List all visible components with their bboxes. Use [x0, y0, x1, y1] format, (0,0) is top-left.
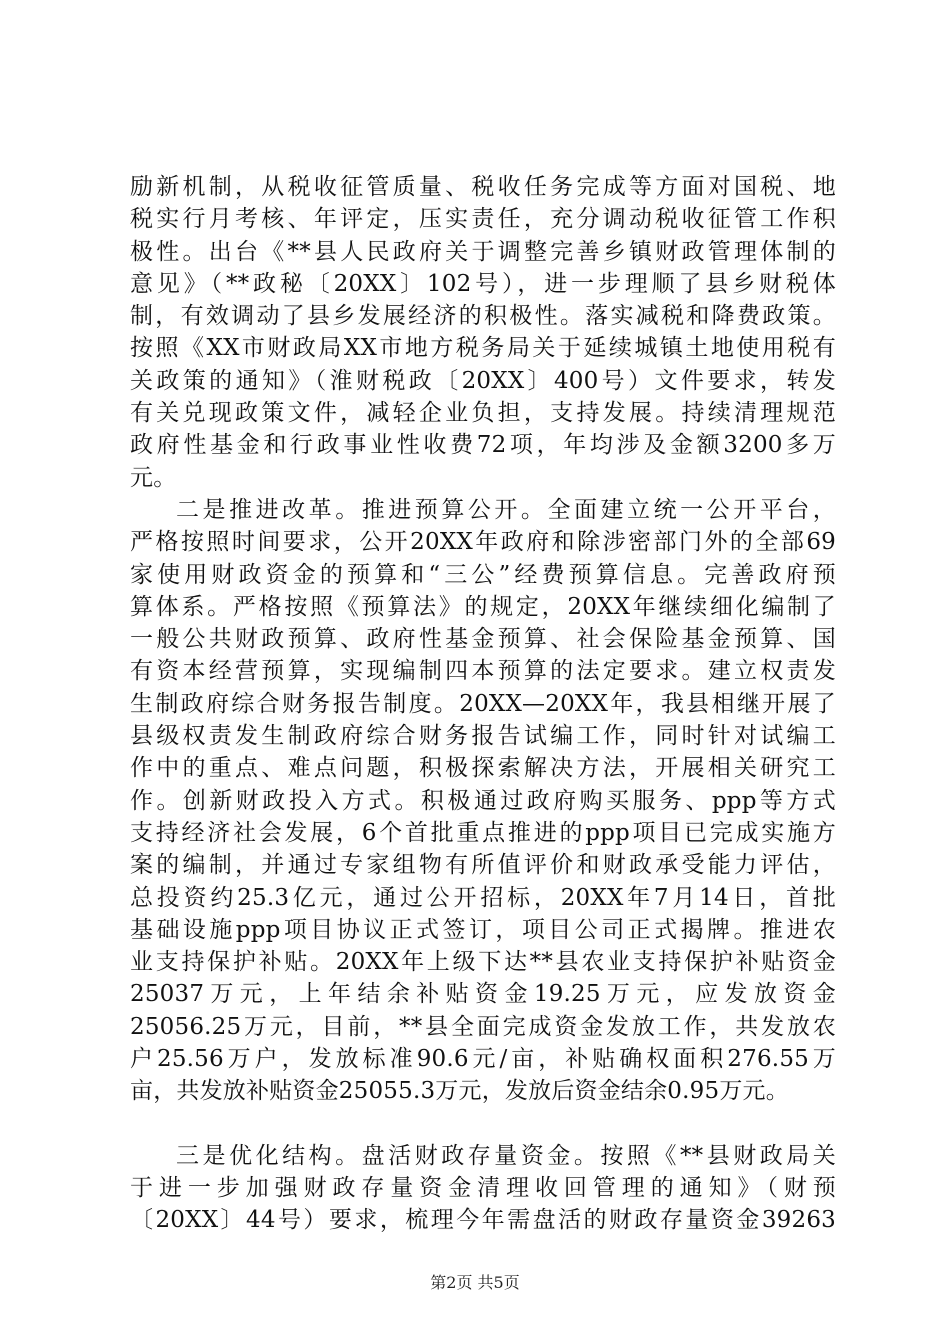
paragraph-optimize-structure [130, 1140, 836, 1237]
text-line: 25037万元，上年结余补贴资金19.25万元，应发放资金 [130, 981, 836, 1008]
text-line: 励新机制，从税收征管质量、税收任务完成等方面对国税、地 [130, 174, 836, 200]
text-line: 支持经济社会发展，6个首批重点推进的ppp项目已完成实施方 [130, 819, 836, 846]
text-line: 基础设施ppp项目协议正式签订，项目公司正式揭牌。推进农 [130, 916, 836, 943]
document-body [130, 171, 836, 1237]
text-line: 有资本经营预算，实现编制四本预算的法定要求。建立权责发 [130, 658, 836, 685]
paragraph-promote-reform [130, 494, 836, 1108]
text-line: 政府性基金和行政事业性收费72项，年均涉及金额3200多万 [130, 432, 836, 459]
text-line: 意见》（**政秘〔20XX〕102号），进一步理顺了县乡财税体 [130, 270, 836, 297]
text-line: 家使用财政资金的预算和“三公”经费预算信息。完善政府预 [130, 561, 836, 588]
text-line: 有关兑现政策文件，减轻企业负担，支持发展。持续清理规范 [130, 400, 836, 427]
text-line: 案的编制，并通过专家组物有所值评价和财政承受能力评估， [130, 852, 836, 879]
text-line: 总投资约25.3亿元，通过公开招标，20XX年7月14日，首批 [130, 884, 836, 911]
text-line: 生制政府综合财务报告制度。20XX—20XX年，我县相继开展了 [130, 690, 836, 717]
text-line: 县级权责发生制政府综合财务报告试编工作，同时针对试编工 [130, 723, 836, 750]
text-line: 按照《XX市财政局XX市地方税务局关于延续城镇土地使用税有 [130, 335, 836, 362]
text-line: 关政策的通知》（淮财税政〔20XX〕400号）文件要求，转发 [130, 367, 836, 394]
text-line: 〔20XX〕44号）要求，梳理今年需盘活的财政存量资金39263 [130, 1207, 836, 1234]
text-line: 25056.25万元，目前，**县全面完成资金发放工作，共发放农 [130, 1013, 836, 1040]
paragraph-tax-incentives [130, 171, 836, 494]
text-line: 制，有效调动了县乡发展经济的积极性。落实减税和降费政策。 [130, 303, 836, 330]
text-line: 税实行月考核、年评定，压实责任，充分调动税收征管工作积 [130, 206, 836, 233]
text-line: 亩，共发放补贴资金25055.3万元，发放后资金结余0.95万元。 [130, 1078, 789, 1105]
text-line: 作中的重点、难点问题，积极探索解决方法，开展相关研究工 [130, 755, 836, 782]
text-line: 严格按照时间要求，公开20XX年政府和除涉密部门外的全部69 [130, 529, 836, 556]
text-line: 作。创新财政投入方式。积极通过政府购买服务、ppp等方式 [130, 787, 836, 814]
text-line: 极性。出台《**县人民政府关于调整完善乡镇财政管理体制的 [130, 238, 836, 265]
text-line: 户25.56万户，发放标准90.6元/亩，补贴确权面积276.55万 [130, 1046, 836, 1073]
text-line: 业支持保护补贴。20XX年上级下达**县农业支持保护补贴资金 [130, 949, 836, 976]
page-number-footer: 第2页 共5页 [430, 1273, 520, 1292]
text-line: 算体系。严格按照《预算法》的规定，20XX年继续细化编制了 [130, 593, 836, 620]
text-line: 二是推进改革。推进预算公开。全面建立统一公开平台， [176, 496, 836, 523]
text-line: 于进一步加强财政存量资金清理收回管理的通知》（财预 [130, 1174, 836, 1201]
text-line: 元。 [130, 464, 177, 491]
paragraph-gap [130, 1108, 836, 1140]
text-line: 一般公共财政预算、政府性基金预算、社会保险基金预算、国 [130, 626, 836, 653]
text-line: 三是优化结构。盘活财政存量资金。按照《**县财政局关 [176, 1142, 836, 1169]
